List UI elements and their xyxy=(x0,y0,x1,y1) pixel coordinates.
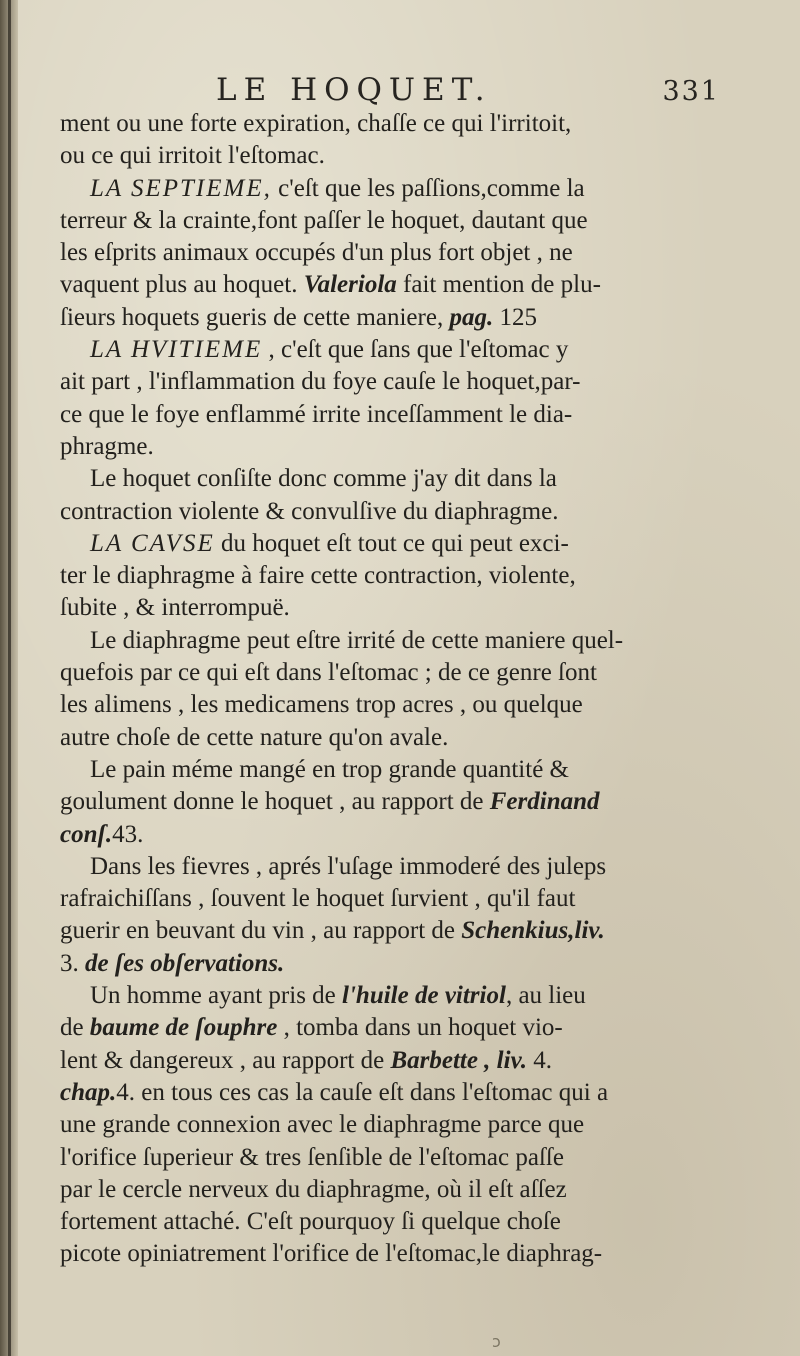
line-text: Le pain méme mangé en trop grande quantité & xyxy=(90,755,569,783)
italic-reference: Barbette , liv. xyxy=(390,1046,527,1074)
line-text: Un homme ayant pris de xyxy=(90,982,343,1010)
line-text: par le cercle nerveux du diaphragme, où il eſt aſſez xyxy=(60,1175,567,1203)
text-line xyxy=(60,1045,720,1077)
line-text: les eſprits animaux occupés d'un plus fort objet , ne xyxy=(60,239,573,267)
line-text: contraction violente & convulſive du diaphragme. xyxy=(60,497,559,525)
text-line xyxy=(60,1012,720,1044)
italic-reference: chap. xyxy=(60,1078,117,1106)
italic-reference: pag. xyxy=(449,303,494,331)
italic-reference: Valeriola xyxy=(303,271,397,299)
line-text: quefois par ce qui eſt dans l'eſtomac ; de ce genre ſont xyxy=(60,659,597,687)
gutter-shadow-line xyxy=(8,0,11,1356)
footer-mark: ↄ xyxy=(492,1332,501,1351)
line-text: terreur & la crainte,font paſſer le hoquet, dautant que xyxy=(60,206,588,234)
text-line xyxy=(60,560,720,592)
italic-reference: de ſes obſervations. xyxy=(85,949,285,977)
text-line xyxy=(60,1109,720,1141)
text-line xyxy=(60,431,720,463)
text-line xyxy=(60,269,720,301)
section-heading-text: LA CAVSE xyxy=(90,529,215,557)
text-line xyxy=(60,1174,720,1206)
line-text: l'orifice ſuperieur & tres ſenſible de l'eſtomac paſſe xyxy=(60,1143,564,1171)
text-line xyxy=(60,980,720,1012)
text-line xyxy=(60,334,720,366)
text-line xyxy=(60,851,720,883)
line-text: 125 xyxy=(493,303,537,331)
line-text: Dans les fievres , aprés l'uſage immoderé des juleps xyxy=(90,852,607,880)
section-heading-text: LA HVITIEME xyxy=(90,336,263,364)
line-text: picote opiniatrement l'orifice de l'eſtomac,le diaphrag- xyxy=(60,1240,603,1268)
line-text: fait mention de plu- xyxy=(396,271,601,299)
line-text: du hoquet eſt tout ce qui peut exci- xyxy=(214,529,569,557)
line-text: ſieurs hoquets gueris de cette maniere, xyxy=(60,303,450,331)
text-line xyxy=(60,657,720,689)
text-line xyxy=(60,819,720,851)
line-text: autre choſe de cette nature qu'on avale. xyxy=(60,723,449,751)
text-line xyxy=(60,625,720,657)
page-number: 331 xyxy=(662,76,720,107)
line-text: de xyxy=(60,1014,90,1042)
text-line xyxy=(60,754,720,786)
line-text: rafraichiſſans , ſouvent le hoquet ſurvient , qu'il faut xyxy=(60,885,576,913)
line-text: ment ou une forte expiration, chaſſe ce qui l'irritoit, xyxy=(60,110,572,137)
text-line xyxy=(60,722,720,754)
text-line xyxy=(60,140,720,172)
text-line xyxy=(60,463,720,495)
line-text: , c'eſt que ſans que l'eſtomac y xyxy=(262,336,569,364)
text-line xyxy=(60,496,720,528)
running-title: LE HOQUET. xyxy=(216,72,492,108)
text-line xyxy=(60,399,720,431)
text-line xyxy=(60,366,720,398)
line-text: goulument donne le hoquet , au rapport de xyxy=(60,788,490,816)
text-line xyxy=(60,1206,720,1238)
line-text: 3. xyxy=(60,949,85,977)
italic-reference: Schenkius,liv. xyxy=(461,917,605,945)
line-text: une grande connexion avec le diaphragme parce que xyxy=(60,1111,585,1139)
italic-reference: Ferdinand xyxy=(489,788,600,816)
text-line xyxy=(60,205,720,237)
text-line xyxy=(60,883,720,915)
line-text: fortement attaché. C'eſt pourquoy ſi quelque choſe xyxy=(60,1208,561,1236)
line-text: Le hoquet conſiſte donc comme j'ay dit dans la xyxy=(90,465,557,493)
text-line xyxy=(60,1077,720,1109)
line-text: 4. en tous ces cas la cauſe eſt dans l'eſtomac qui a xyxy=(116,1078,609,1106)
text-line xyxy=(60,689,720,721)
line-text: ce que le foye enflammé irrite inceſſamment le dia- xyxy=(60,400,573,428)
text-line xyxy=(60,1238,720,1270)
line-text: les alimens , les medicamens trop acres , ou quelque xyxy=(60,691,583,719)
text-line xyxy=(60,108,720,140)
italic-reference: baume de ſouphre xyxy=(89,1014,278,1042)
section-heading-text: LA SEPTIEME, xyxy=(90,174,272,202)
line-text: lent & dangereux , au rapport de xyxy=(60,1046,391,1074)
line-text: phragme. xyxy=(60,432,154,460)
italic-reference: conſ. xyxy=(60,820,113,848)
book-gutter xyxy=(0,0,18,1356)
line-text: ſubite , & interrompuë. xyxy=(60,594,290,622)
line-text: ou ce qui irritoit l'eſtomac. xyxy=(60,142,325,170)
line-text: c'eſt que les paſſions,comme la xyxy=(271,174,585,202)
italic-reference: l'huile de vitriol xyxy=(342,982,506,1010)
line-text: ait part , l'inflammation du foye cauſe le hoquet,par- xyxy=(60,368,581,396)
line-text: , au lieu xyxy=(505,982,586,1010)
line-text: vaquent plus au hoquet. xyxy=(60,271,304,299)
line-text: ter le diaphragme à faire cette contraction, violente, xyxy=(60,562,576,590)
text-line xyxy=(60,948,720,980)
text-line xyxy=(60,915,720,947)
line-text: 4. xyxy=(527,1046,552,1074)
text-line xyxy=(60,173,720,205)
text-line xyxy=(60,786,720,818)
text-line xyxy=(60,302,720,334)
line-text: Le diaphragme peut eſtre irrité de cette maniere quel- xyxy=(90,626,624,654)
line-text: 43. xyxy=(112,820,144,848)
text-line xyxy=(60,237,720,269)
line-text: guerir en beuvant du vin , au rapport de xyxy=(60,917,462,945)
text-line xyxy=(60,592,720,624)
text-line xyxy=(60,528,720,560)
body-text xyxy=(60,108,720,1271)
line-text: , tomba dans un hoquet vio- xyxy=(277,1014,563,1042)
text-line xyxy=(60,1142,720,1174)
